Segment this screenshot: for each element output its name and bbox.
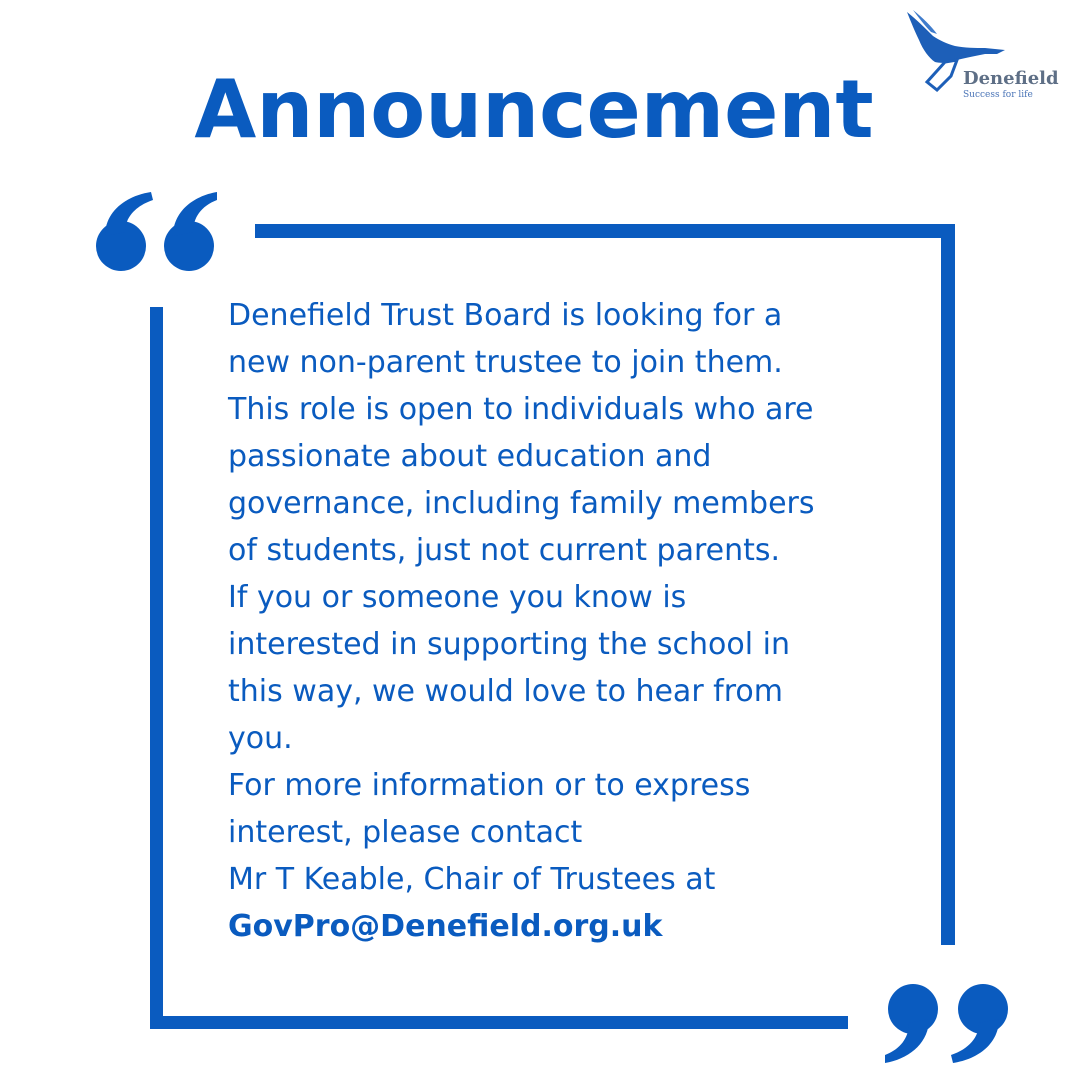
body-line: interest, please contact <box>228 815 583 850</box>
logo-tagline: Success for life <box>963 90 1033 100</box>
body-line: If you or someone you know is <box>228 580 687 615</box>
logo-name: Denefield <box>963 68 1059 89</box>
denefield-logo <box>905 10 1065 105</box>
body-line: For more information or to express <box>228 768 751 803</box>
frame-top-line <box>255 224 955 238</box>
body-line: you. <box>228 721 293 756</box>
announcement-title: Announcement <box>194 63 874 156</box>
body-line: passionate about education and <box>228 439 712 474</box>
frame-right-line <box>941 224 955 945</box>
body-line: of students, just not current parents. <box>228 533 781 568</box>
contact-email[interactable]: GovPro@Denefield.org.uk <box>228 909 663 944</box>
close-quote-icon <box>885 983 1009 1063</box>
body-line: new non-parent trustee to join them. <box>228 345 783 380</box>
body-line: Denefield Trust Board is looking for a <box>228 298 783 333</box>
body-line: interested in supporting the school in <box>228 627 790 662</box>
frame-left-line <box>150 307 163 1029</box>
body-line: This role is open to individuals who are <box>228 392 814 427</box>
announcement-body <box>228 292 868 950</box>
body-line: governance, including family members <box>228 486 815 521</box>
open-quote-icon <box>95 192 217 272</box>
frame-bottom-line <box>150 1016 848 1029</box>
body-line: Mr T Keable, Chair of Trustees at <box>228 862 716 897</box>
body-line: this way, we would love to hear from <box>228 674 783 709</box>
